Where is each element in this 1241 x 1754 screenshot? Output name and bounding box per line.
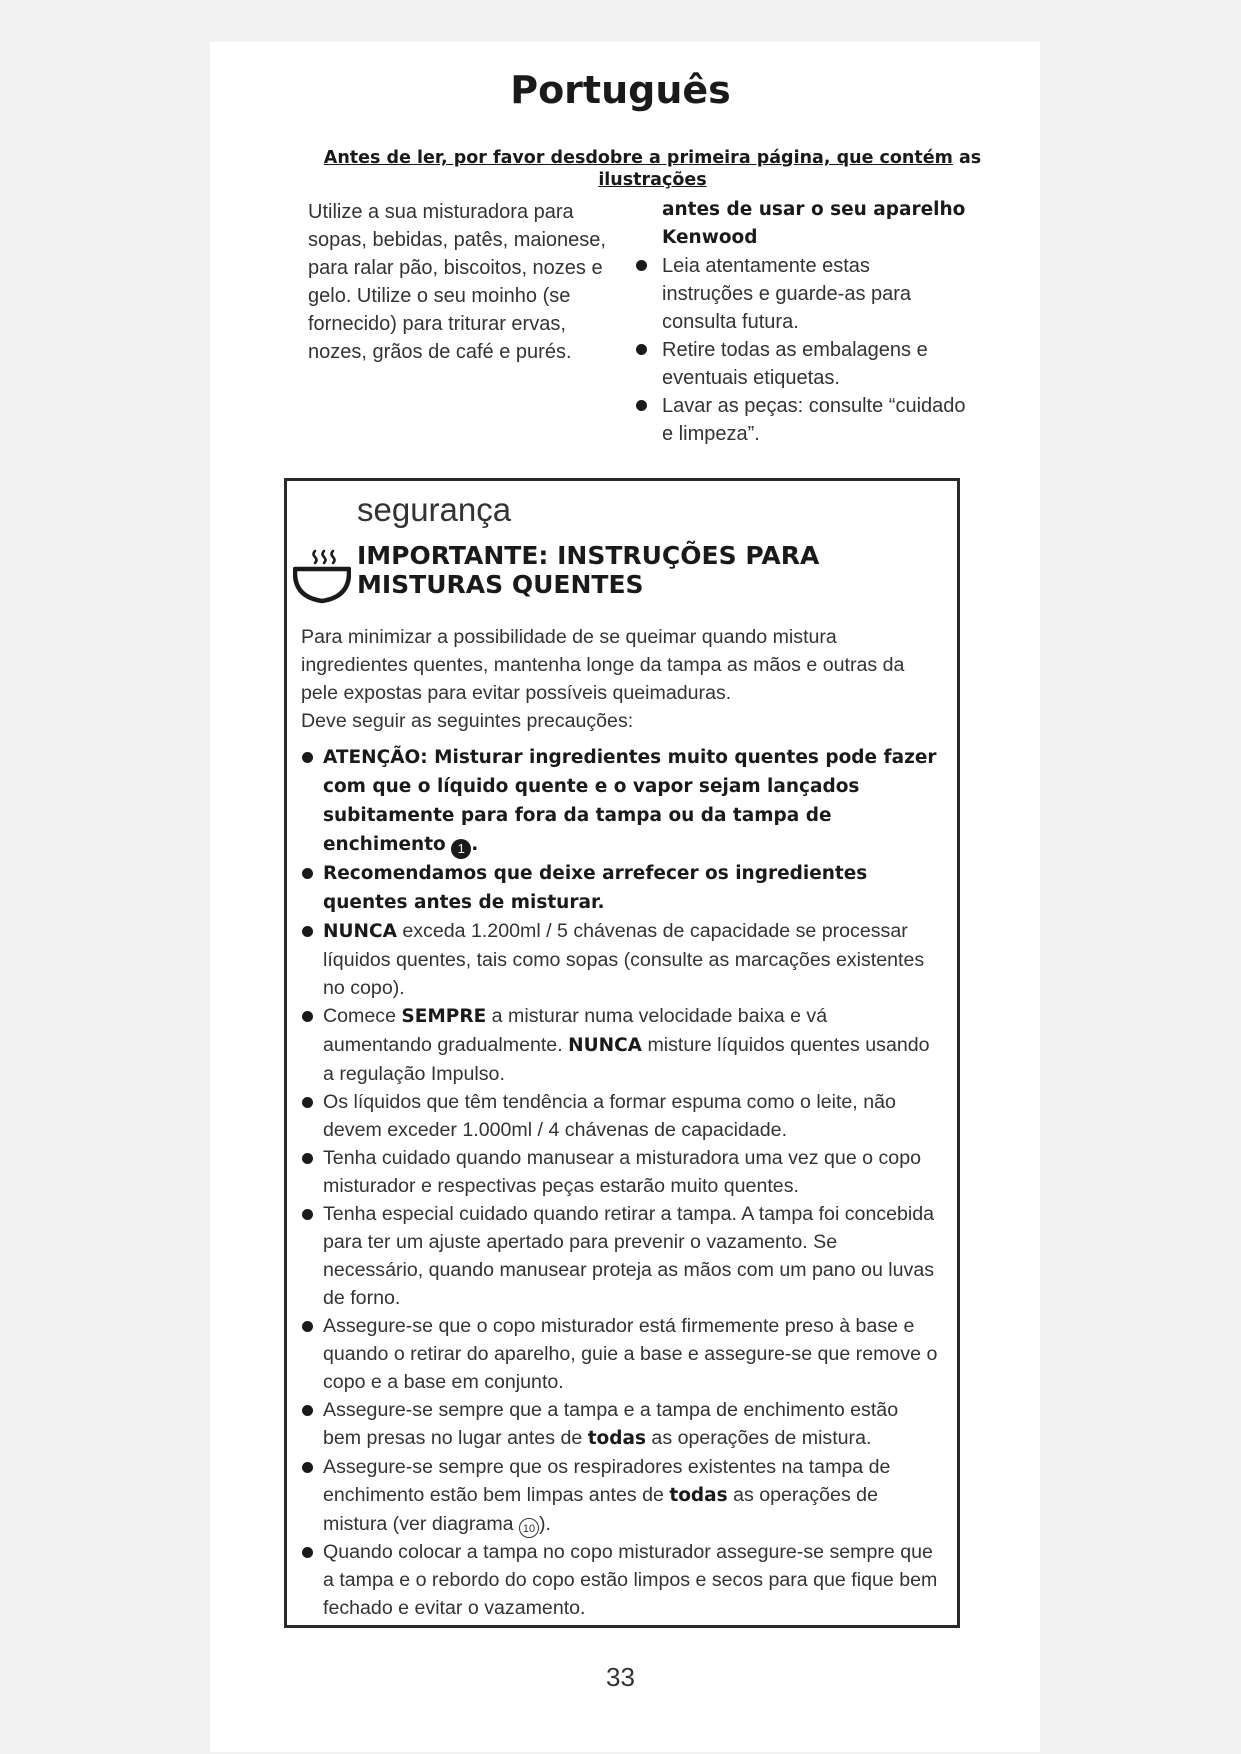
list-item: Assegure-se sempre que a tampa e a tampa de enchimento estão bem presas no lugar antes de todas as operações de mistura. [301, 1396, 941, 1453]
bullet-icon [636, 400, 647, 411]
safety-body [301, 623, 941, 1622]
page-number: 33 [606, 1662, 635, 1692]
safety-paragraph: Para minimizar a possibilidade de se queimar quando mistura ingredientes quentes, mantenha longe da tampa as mãos e outras da pele expostas para evitar possíveis queimaduras. [301, 626, 905, 704]
notice-tail: as [952, 148, 982, 168]
bullet-icon [302, 752, 313, 763]
bullet-icon [302, 1462, 313, 1473]
before-use-section [636, 196, 966, 448]
bullet-icon [302, 1153, 313, 1164]
list-item: Quando colocar a tampa no copo misturador assegure-se sempre que a tampa e o rebordo do copo estão limpos e secos para que fique bem fechado e evitar o vazamento. [301, 1538, 941, 1622]
bullet-icon [302, 1097, 313, 1108]
before-use-heading: antes de usar o seu aparelho Kenwood [662, 199, 966, 248]
list-item: Comece SEMPRE a misturar numa velocidade baixa e vá aumentando gradualmente. NUNCA misture líquidos quentes usando a regulação Impulso. [301, 1002, 941, 1088]
bullet-icon [302, 926, 313, 937]
list-item: Lavar as peças: consulte “cuidado e limpeza”. [636, 392, 966, 448]
bullet-icon [636, 344, 647, 355]
before-use-list [636, 252, 966, 448]
list-item: Recomendamos que deixe arrefecer os ingredientes quentes antes de misturar. [301, 859, 941, 917]
bullet-icon [302, 1321, 313, 1332]
precautions-list [301, 743, 941, 1622]
bullet-icon [636, 260, 647, 271]
list-item: Assegure-se que o copo misturador está firmemente preso à base e quando o retirar do aparelho, guie a base e assegure-se que remove o copo e a base em conjunto. [301, 1312, 941, 1396]
important-heading: IMPORTANTE: INSTRUÇÕES PARA MISTURAS QUENTES [357, 541, 820, 599]
list-item: Tenha especial cuidado quando retirar a tampa. A tampa foi concebida para ter um ajuste apertado para prevenir o vazamento. Se necessário, quando manusear proteja as mãos com um pano ou luvas de forno. [301, 1200, 941, 1312]
list-item: Tenha cuidado quando manusear a misturadora uma vez que o copo misturador e respectivas peças estarão muito quentes. [301, 1144, 941, 1200]
safety-section-title: segurança [357, 491, 512, 528]
intro-usage-text: Utilize a sua misturadora para sopas, bebidas, patês, maionese, para ralar pão, biscoitos, nozes e gelo. Utilize o seu moinho (se fornecido) para triturar ervas, nozes, grãos de café e purés. [308, 201, 606, 363]
precautions-intro: Deve seguir as seguintes precauções: [301, 710, 634, 732]
fold-out-notice [305, 147, 1000, 191]
page-title: Português [510, 68, 731, 112]
list-item: Leia atentamente estas instruções e guarde-as para consulta futura. [636, 252, 966, 336]
bullet-icon [302, 1405, 313, 1416]
notice-second-line: ilustrações [598, 170, 707, 190]
list-item: ATENÇÃO: Misturar ingredientes muito quentes pode fazer com que o líquido quente e o vapor sejam lançados subitamente para fora da tampa ou da tampa de enchimento 1 . [301, 743, 941, 859]
bullet-icon [302, 1547, 313, 1558]
safety-box [284, 478, 960, 1628]
bullet-icon [302, 1209, 313, 1220]
bullet-icon [302, 868, 313, 879]
notice-underlined: Antes de ler, por favor desdobre a primeira página, que contém [323, 148, 953, 168]
list-item: Assegure-se sempre que os respiradores existentes na tampa de enchimento estão bem limpas antes de todas as operações de mistura (ver diagrama 10 ). [301, 1453, 941, 1538]
diagram-10-icon: 10 [519, 1518, 539, 1538]
diagram-1-icon: 1 [451, 839, 471, 859]
list-item: NUNCA exceda 1.200ml / 5 chávenas de capacidade se processar líquidos quentes, tais como sopas (consulte as marcações existentes no copo). [301, 917, 941, 1002]
list-item: Os líquidos que têm tendência a formar espuma como o leite, não devem exceder 1.000ml / 4 chávenas de capacidade. [301, 1088, 941, 1144]
bullet-icon [302, 1011, 313, 1022]
list-item: Retire todas as embalagens e eventuais etiquetas. [636, 336, 966, 392]
hot-bowl-icon [293, 547, 351, 607]
